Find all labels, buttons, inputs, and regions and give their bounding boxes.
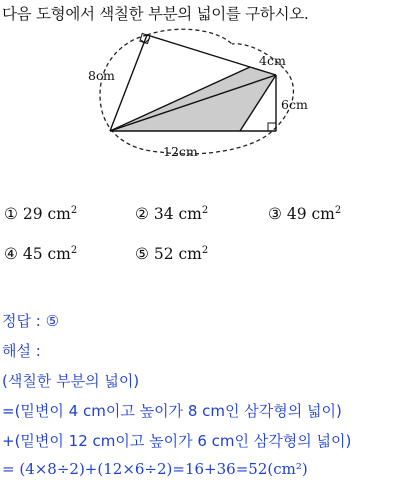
choice-3[interactable] bbox=[268, 205, 341, 223]
label-12cm: 12cm bbox=[163, 144, 198, 159]
geometry-figure bbox=[0, 0, 400, 170]
choice-1-sup: 2 bbox=[70, 205, 78, 216]
choice-4-sup: 2 bbox=[70, 245, 78, 256]
solution-line-1: (색칠한 부분의 넓이) bbox=[2, 372, 140, 390]
label-8cm: 8cm bbox=[88, 68, 115, 83]
choice-3-sup: 2 bbox=[334, 205, 342, 216]
question-text: 다음 도형에서 색칠한 부분의 넓이를 구하시오. bbox=[2, 5, 309, 23]
choice-1-value: 29 cm bbox=[22, 205, 71, 224]
choice-5-value: 52 cm bbox=[153, 245, 202, 264]
choice-5[interactable] bbox=[135, 245, 208, 263]
choice-1[interactable] bbox=[4, 205, 77, 223]
label-4cm: 4cm bbox=[259, 53, 286, 68]
choice-2-value: 34 cm bbox=[153, 205, 202, 224]
choice-4[interactable] bbox=[4, 245, 77, 263]
answer-line: 정답 : ⑤ bbox=[2, 312, 60, 330]
solution-line-2: =(밑변이 4 cm이고 높이가 8 cm인 삼각형의 넓이) bbox=[2, 402, 342, 420]
right-angle-mark-bottom bbox=[268, 123, 276, 131]
choice-5-num: ⑤ bbox=[135, 245, 149, 264]
choice-2-num: ② bbox=[135, 205, 149, 224]
choice-1-num: ① bbox=[4, 205, 18, 224]
shaded-region bbox=[110, 67, 276, 131]
solution-heading: 해설 : bbox=[2, 342, 41, 360]
label-6cm: 6cm bbox=[281, 97, 308, 112]
choice-2-sup: 2 bbox=[201, 205, 209, 216]
solution-line-4: = (4×8÷2)+(12×6÷2)=16+36=52(cm²) bbox=[2, 460, 308, 478]
choice-4-value: 45 cm bbox=[22, 245, 71, 264]
solution-line-3: +(밑변이 12 cm이고 높이가 6 cm인 삼각형의 넓이) bbox=[2, 432, 352, 450]
choice-4-num: ④ bbox=[4, 245, 18, 264]
dashed-arc-top bbox=[147, 29, 232, 44]
choice-3-value: 49 cm bbox=[286, 205, 335, 224]
choice-3-num: ③ bbox=[268, 205, 282, 224]
choice-2[interactable] bbox=[135, 205, 208, 223]
choice-5-sup: 2 bbox=[201, 245, 209, 256]
